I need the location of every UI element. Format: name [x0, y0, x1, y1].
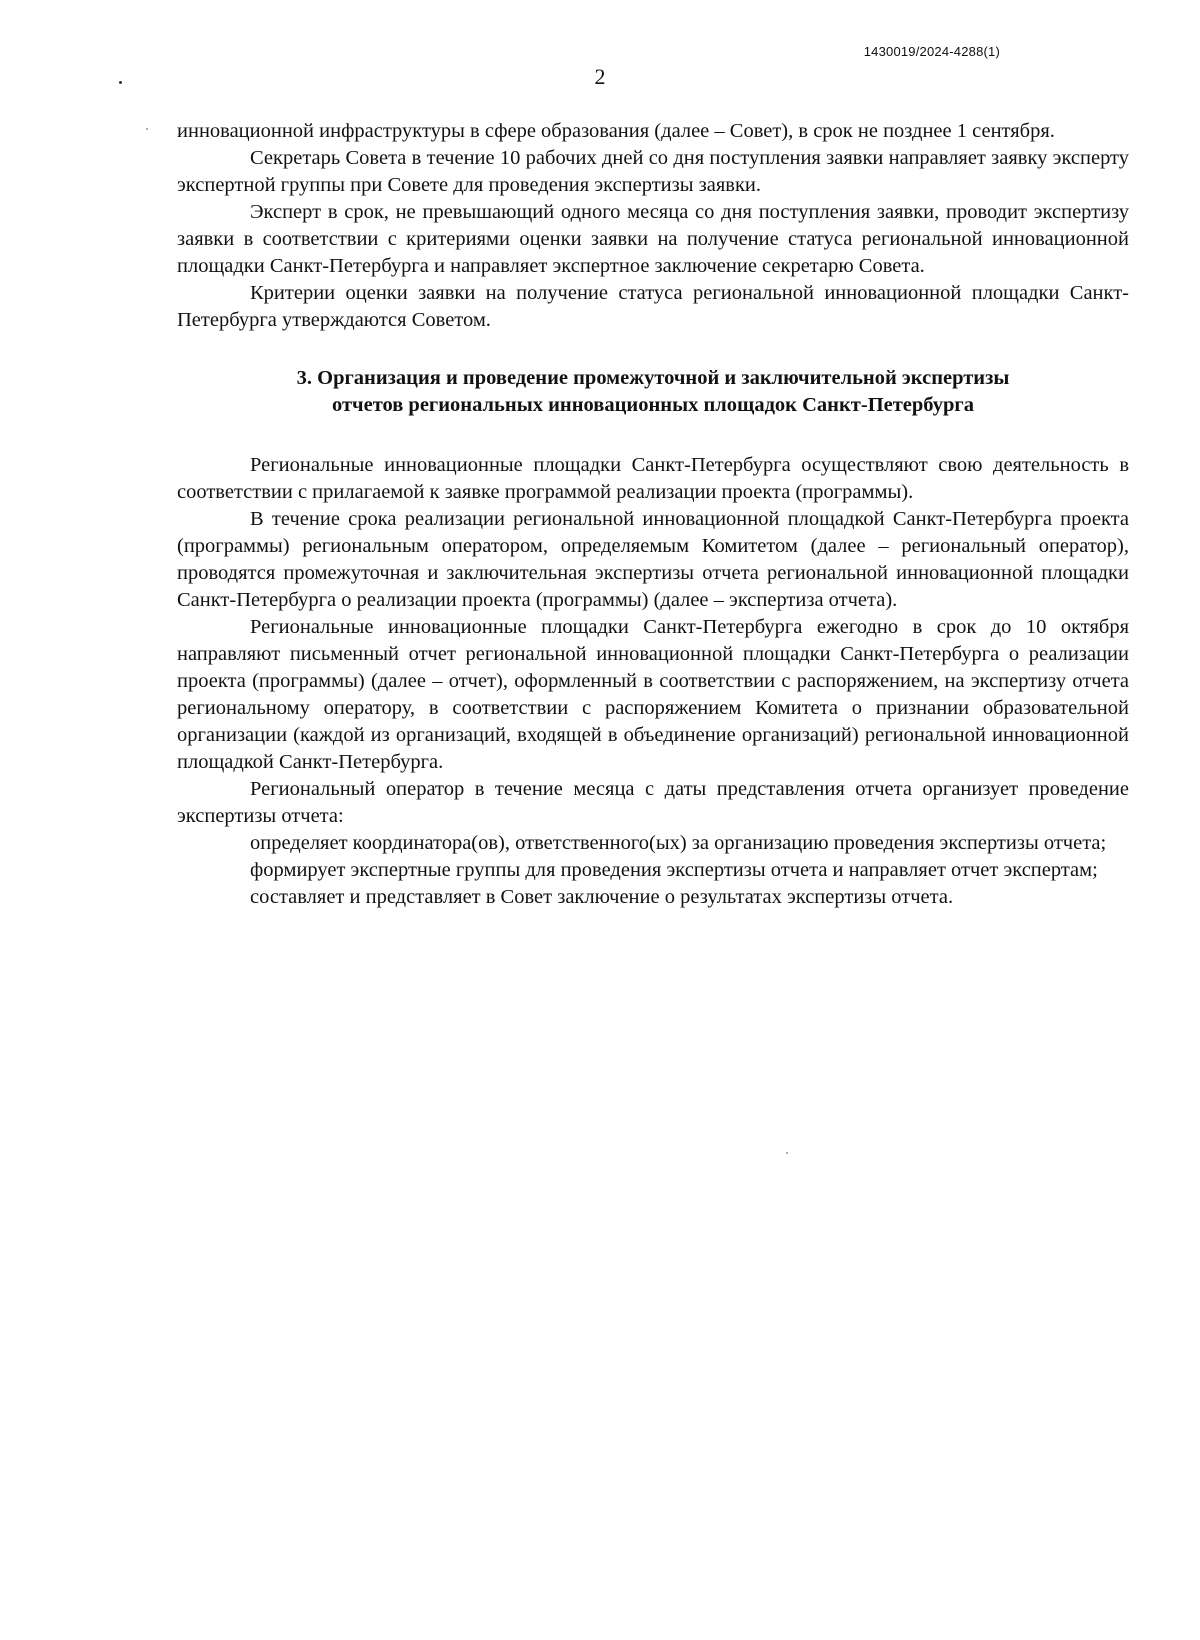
- list-paragraph: определяет координатора(ов), ответственного(ых) за организацию проведения экспертизы отчета;: [250, 832, 1107, 854]
- list-paragraph: составляет и представляет в Совет заключение о результатах экспертизы отчета.: [250, 886, 954, 908]
- document-registration-number: 1430019/2024-4288(1): [863, 44, 1000, 59]
- paragraph: Региональный оператор в течение месяца с даты представления отчета организует проведение экспертизы отчета:: [177, 778, 1129, 827]
- paragraph: инновационной инфраструктуры в сфере образования (далее – Совет), в срок не позднее 1 сентября.: [177, 120, 1055, 142]
- paragraph: Региональные инновационные площадки Санкт-Петербурга ежегодно в срок до 10 октября направляют письменный отчет региональной инновационной площадки Санкт-Петербурга о реализации проекта (программы) (далее – отчет), оформленный в соответствии с распоряжением, на экспертизу отчета региональному оператору, в соответствии с распоряжением Комитета о признании образовательной организации (каждой из организаций, входящей в объединение организаций) региональной инновационной площадкой Санкт-Петербурга.: [177, 616, 1129, 773]
- page-number: 2: [594, 64, 606, 89]
- scan-speck: [786, 1152, 788, 1154]
- scan-speck: [119, 81, 122, 84]
- paragraph: Критерии оценки заявки на получение статуса региональной инновационной площадки Санкт-Петербурга утверждаются Советом.: [177, 282, 1129, 331]
- section-heading-line: 3. Организация и проведение промежуточной и заключительной экспертизы: [296, 367, 1010, 389]
- section-heading-line: отчетов региональных инновационных площадок Санкт-Петербурга: [331, 394, 974, 416]
- paragraph: Эксперт в срок, не превышающий одного месяца со дня поступления заявки, проводит экспертизу заявки в соответствии с критериями оценки заявки на получение статуса региональной инновационной площадки Санкт-Петербурга и направляет экспертное заключение секретарю Совета.: [177, 201, 1129, 277]
- document-body: [177, 118, 1129, 911]
- paragraph: Региональные инновационные площадки Санкт-Петербурга осуществляют свою деятельность в соответствии с прилагаемой к заявке программой реализации проекта (программы).: [177, 454, 1129, 503]
- paragraph: В течение срока реализации региональной инновационной площадкой Санкт-Петербурга проекта (программы) региональным оператором, определяемым Комитетом (далее – региональный оператор), проводятся промежуточная и заключительная экспертизы отчета региональной инновационной площадки Санкт-Петербурга о реализации проекта (программы) (далее – экспертиза отчета).: [177, 508, 1129, 611]
- section-heading: [177, 365, 1129, 419]
- paragraph: Секретарь Совета в течение 10 рабочих дней со дня поступления заявки направляет заявку эксперту экспертной группы при Совете для проведения экспертизы заявки.: [177, 147, 1129, 196]
- scan-speck: [146, 128, 148, 130]
- list-paragraph: формирует экспертные группы для проведения экспертизы отчета и направляет отчет экспертам;: [250, 859, 1098, 881]
